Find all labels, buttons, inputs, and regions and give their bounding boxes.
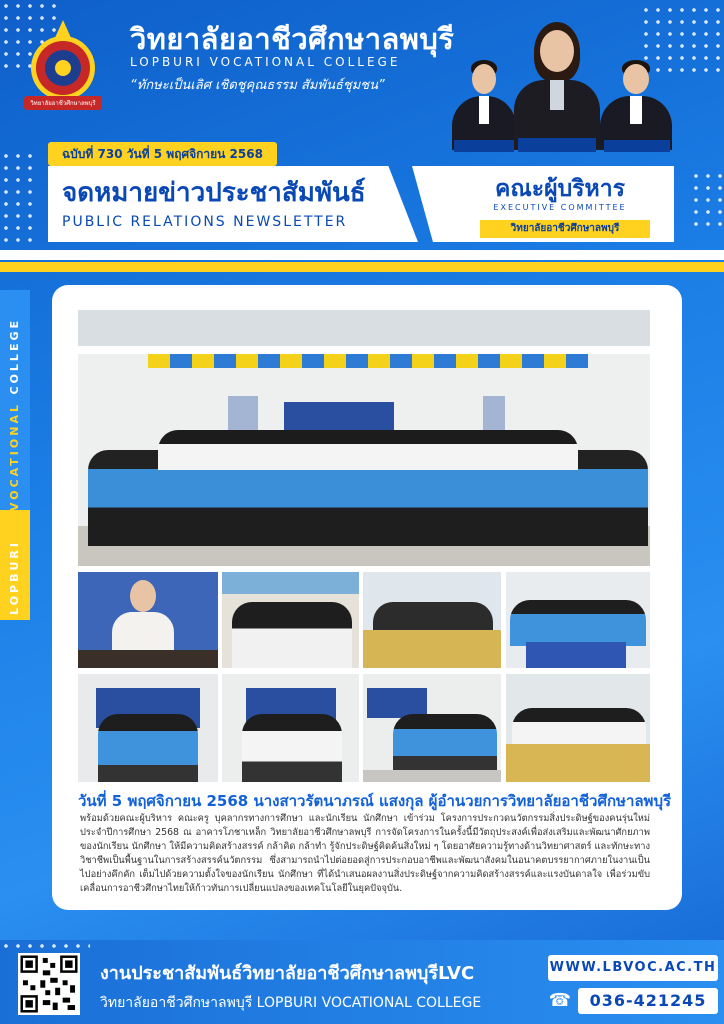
footer-pr-unit: งานประชาสัมพันธ์วิทยาลัยอาชีวศึกษาลพบุรีLVC (100, 963, 475, 984)
executive-title-english: EXECUTIVE COMMITTEE (493, 203, 627, 212)
phone-icon: ☎ (548, 990, 572, 1011)
newsletter-title-english: PUBLIC RELATIONS NEWSLETTER (62, 214, 348, 230)
college-name-english: LOPBURI VOCATIONAL COLLEGE (130, 55, 401, 69)
newsletter-title-thai: จดหมายข่าวประชาสัมพันธ์ (62, 178, 366, 208)
executive-portrait-left (452, 58, 516, 150)
phone-number[interactable]: 036-421245 (578, 988, 718, 1014)
side-text-vocational: VOCATIONAL (8, 402, 21, 512)
executive-portrait-center (514, 22, 600, 150)
event-photo-committee (506, 674, 650, 782)
event-photo-speech (78, 572, 218, 668)
white-stripe (0, 250, 724, 260)
event-photo-judges-table (363, 572, 501, 668)
decorative-dots-right (690, 170, 724, 230)
event-photo-group (363, 674, 501, 782)
logo-ribbon-text: วิทยาลัยอาชีวศึกษาลพบุรี (30, 100, 96, 107)
issue-number-badge: ฉบับที่ 730 วันที่ 5 พฤศจิกายน 2568 (48, 142, 277, 166)
executive-college-label: วิทยาลัยอาชีวศึกษาลพบุรี (480, 220, 650, 238)
article-body: พร้อมด้วยคณะผู้บริหาร คณะครู บุคลากรทางการศึกษา และนักเรียน นักศึกษา เข้าร่วม โครงการประกวดนวัตกรรมสิ่งประดิษฐ์ของคนรุ่นใหม่ ประจำปีการศึกษา 2568 ณ อาคารโภชาเหล็ก วิทยาลัยอาชีวศึกษาลพบุรี การจัดโครงการในครั้งนี้มีวัตถุประสงค์เพื่อส่งเสริมและพัฒนาศักยภาพของนักเรียน นักศึกษา ให้มีความคิดสร้างสรรค์ กล้าคิด กล้าทำ รู้จักประดิษฐ์คิดค้นสิ่งใหม่ ๆ โดยอาศัยความรู้ทางด้านวิทยาศาสตร์ และทักษะทางวิชาชีพเป็นพื้นฐานในการสร้างสรรค์นวัตกรรม ซึ่งสามารถนำไปต่อยอดสู่การประกอบอาชีพและพัฒนาสังคมในอนาคตบรรยากาศภายในงานเป็นไปอย่างคึกคัก เต็มไปด้วยความตั้งใจของนักเรียน นักศึกษา ที่ได้นำเสนอผลงานสิ่งประดิษฐ์จากความคิดสร้างสรรค์และแรงบันดาลใจ เพื่อร่วมขับเคลื่อนการอาชีวศึกษาไทยให้ก้าวทันการเปลี่ยนแปลงของเทคโนโลยีในยุคปัจจุบัน. (80, 813, 650, 894)
yellow-stripe (0, 262, 724, 272)
decorative-dots-left (0, 150, 40, 250)
website-link[interactable]: WWW.LBVOC.AC.TH (548, 955, 718, 981)
executive-portrait-right (600, 58, 672, 150)
event-photo-presentation-2 (222, 674, 359, 782)
event-photo-presentation-1 (78, 674, 218, 782)
article-date-headline: วันที่ 5 พฤศจิกายน 2568 นางสาวรัตนาภรณ์ แสงกุล ผู้อำนวยการวิทยาลัยอาชีวศึกษาลพบุรี (78, 792, 672, 810)
footer-decorative-dots (0, 940, 90, 950)
executive-title-thai: คณะผู้บริหาร (495, 176, 625, 202)
qr-code[interactable] (18, 953, 80, 1015)
event-photo-ceremony (222, 572, 359, 668)
side-text-college: COLLEGE (8, 318, 21, 395)
main-event-photo (78, 310, 650, 566)
side-text-lopburi: LOPBURI (8, 540, 21, 615)
college-name-thai: วิทยาลัยอาชีวศึกษาลพบุรี (130, 22, 455, 56)
footer-college-line: วิทยาลัยอาชีวศึกษาลพบุรี LOPBURI VOCATIONAL COLLEGE (100, 995, 482, 1011)
event-photo-students-booth (506, 572, 650, 668)
header (0, 0, 724, 150)
college-slogan: “ทักษะเป็นเลิศ เชิดชูคุณธรรม สัมพันธ์ชุมชน” (130, 78, 385, 93)
